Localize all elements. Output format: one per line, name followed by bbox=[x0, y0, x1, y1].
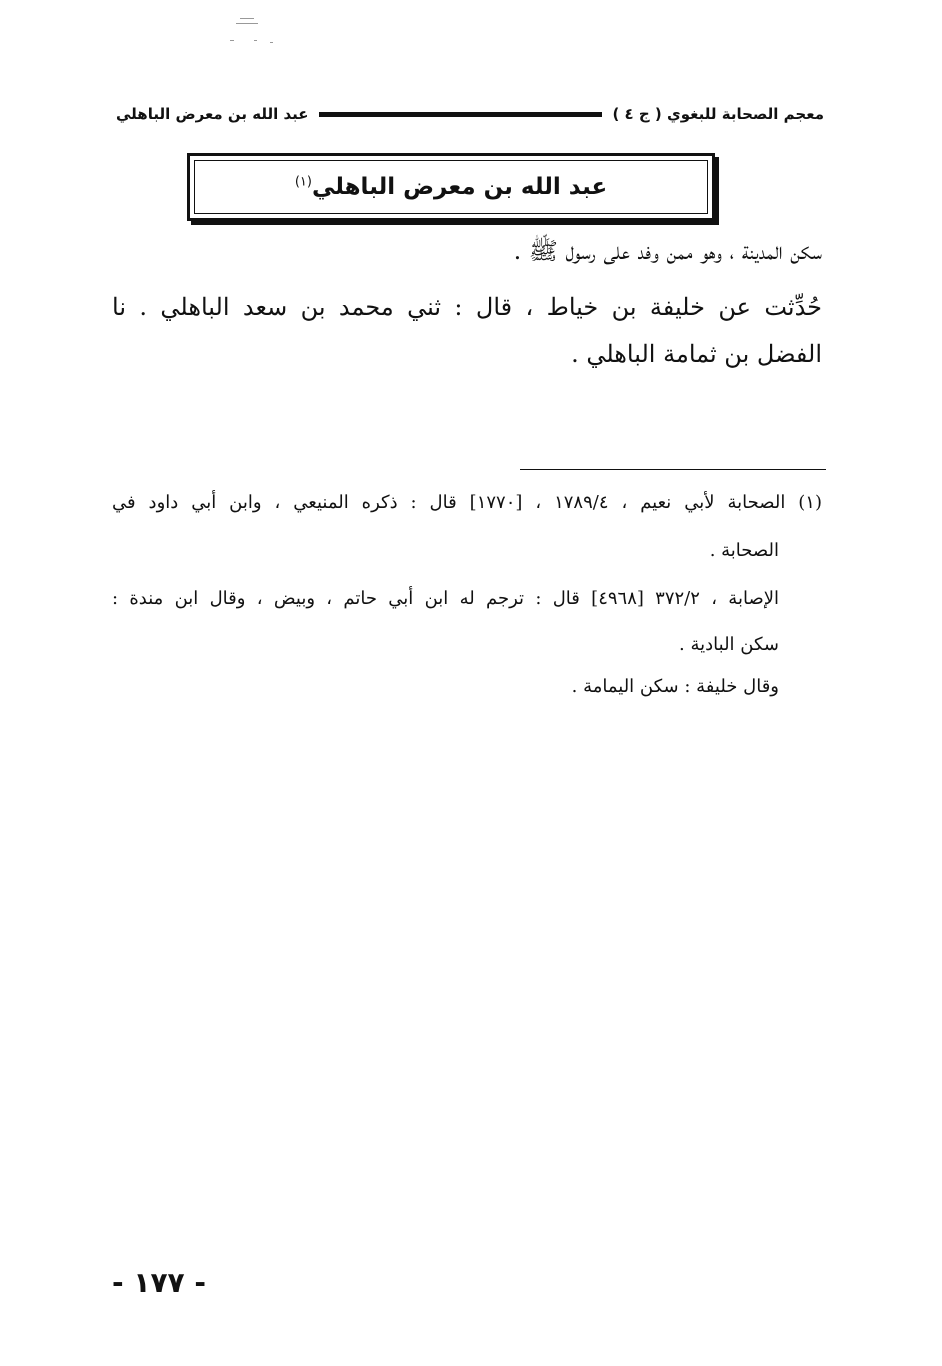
header-book-title: معجم الصحابة للبغوي ( ج ٤ ) bbox=[612, 105, 824, 123]
body-line-2: حُدِّثت عن خليفة بن خياط ، قال : ثني محمد بن سعد الباهلي . نا bbox=[112, 293, 822, 321]
page-number: - ١٧٧ - bbox=[112, 1266, 207, 1299]
footnote-line-5: وقال خليفة : سكن اليمامة . bbox=[571, 676, 779, 697]
running-header bbox=[116, 100, 824, 128]
entry-title-frame bbox=[194, 160, 708, 214]
footnote-line-2: الصحابة . bbox=[709, 540, 779, 561]
entry-title-box bbox=[187, 153, 715, 221]
entry-title-group bbox=[295, 174, 607, 200]
header-entry-name: عبد الله بن معرض الباهلي bbox=[116, 105, 309, 123]
footnote-line-4: سكن البادية . bbox=[679, 634, 779, 655]
body-line-3: الفضل بن ثمامة الباهلي . bbox=[571, 340, 822, 368]
footnote-line-3: الإصابة ، ٣٧٢/٢ [٤٩٦٨] قال : ترجم له ابن أبي حاتم ، وبيض ، وقال ابن مندة : bbox=[112, 588, 780, 609]
entry-title: عبد الله بن معرض الباهلي bbox=[311, 174, 608, 200]
footnote-separator bbox=[520, 469, 826, 470]
body-line-1: سكن المدينة ، وهو ممن وفد على رسول ﷺ . bbox=[513, 237, 822, 265]
footnote-line-1: (١) الصحابة لأبي نعيم ، ١٧٨٩/٤ ، [١٧٧٠] قال : ذكره المنيعي ، وابن أبي داود في bbox=[112, 492, 822, 513]
entry-footnote-ref: (١) bbox=[294, 174, 312, 190]
header-rule bbox=[319, 112, 603, 117]
scan-mark bbox=[230, 14, 290, 54]
